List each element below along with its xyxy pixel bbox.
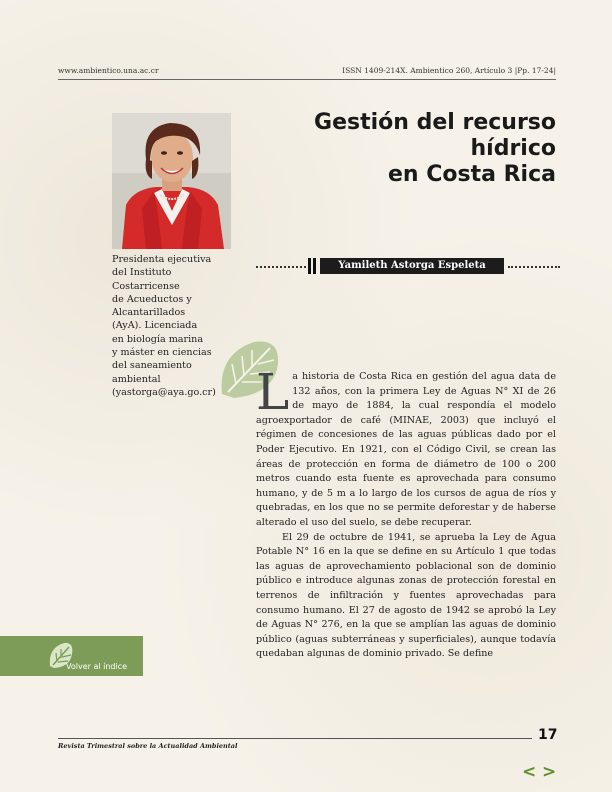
bio-email[interactable]: (yastorga@aya.go.cr) bbox=[112, 386, 216, 398]
page-number: 17 bbox=[538, 727, 558, 743]
author-bar-dots-right bbox=[508, 266, 560, 268]
prev-page-button[interactable]: < bbox=[522, 762, 537, 782]
header-divider bbox=[58, 79, 556, 80]
author-photo bbox=[112, 113, 231, 249]
bio-line: de Acueductos y bbox=[112, 293, 192, 305]
paragraph-2: El 29 de octubre de 1941, se aprueba la Ley de Agua Potable N° 16 en la que se define en su Artículo 1 que todas las aguas de aprovechamiento poblacional son de dominio público e introduce algunas zonas de protección forestal en terrenos de infiltración y fuentes aprovechadas para consumo humano. El 27 de agosto de 1942 se aprobó la Ley de Aguas N° 276, en la que se amplían las aguas de dominio público (aguas subterráneas y superficiales), aunque todavía quedaban algunas de dominio privado. Se define bbox=[256, 531, 556, 660]
issue-info: ISSN 1409-214X. Ambientico 260, Artículo 3 |Pp. 17-24| bbox=[342, 66, 556, 75]
bio-line: del Instituto bbox=[112, 267, 172, 279]
back-to-index-label[interactable]: Volver al índice bbox=[66, 662, 128, 671]
drop-cap: L bbox=[256, 363, 290, 421]
bio-line: y máster en ciencias bbox=[112, 347, 212, 359]
bio-line: Alcantarillados bbox=[112, 307, 186, 319]
paragraph-1: a historia de Costa Rica en gestión del agua data de 132 años, con la primera Ley de Aguas N° XI de 26 de mayo de 1884, la cual respondía el modelo agroexportador de café (MINAE, 2003) que incluyó el régimen de concesiones de las aguas públicas dado por el Poder Ejecutivo. En 1921, con el Código Civil, se crean las áreas de protección en forma de diámetro de 100 o 200 metros cuando esta fuente es aprovechada para consumo humano, y de 5 m a lo largo de los cursos de agua de ríos y quebradas, en los que no se permite deforestar y de haberse alterado el uso del suelo, se debe recuperar. bbox=[256, 371, 556, 528]
article-title bbox=[250, 110, 556, 188]
article-body bbox=[256, 363, 556, 662]
bio-line: Presidenta ejecutiva bbox=[112, 254, 212, 265]
running-header bbox=[58, 66, 556, 78]
author-bar-marks bbox=[308, 258, 318, 274]
website-link[interactable]: www.ambientico.una.ac.cr bbox=[58, 66, 159, 75]
author-bar bbox=[256, 258, 560, 274]
bio-line: (AyA). Licenciada bbox=[112, 320, 198, 332]
bio-line: en biología marina bbox=[112, 333, 204, 345]
author-bio bbox=[112, 253, 230, 399]
footer-divider bbox=[58, 738, 532, 739]
title-line-1: Gestión del recurso hídrico bbox=[314, 110, 556, 161]
author-name: Yamileth Astorga Espeleta bbox=[320, 258, 504, 274]
bio-line: Costarricense bbox=[112, 280, 180, 292]
bio-line: ambiental bbox=[112, 373, 161, 385]
page-navigation bbox=[520, 764, 560, 780]
bio-line: del saneamiento bbox=[112, 360, 192, 372]
author-bar-dots-left bbox=[256, 266, 306, 268]
title-line-2: en Costa Rica bbox=[388, 162, 556, 187]
journal-tagline: Revista Trimestral sobre la Actualidad Ambiental bbox=[58, 742, 238, 750]
next-page-button[interactable]: > bbox=[542, 762, 557, 782]
